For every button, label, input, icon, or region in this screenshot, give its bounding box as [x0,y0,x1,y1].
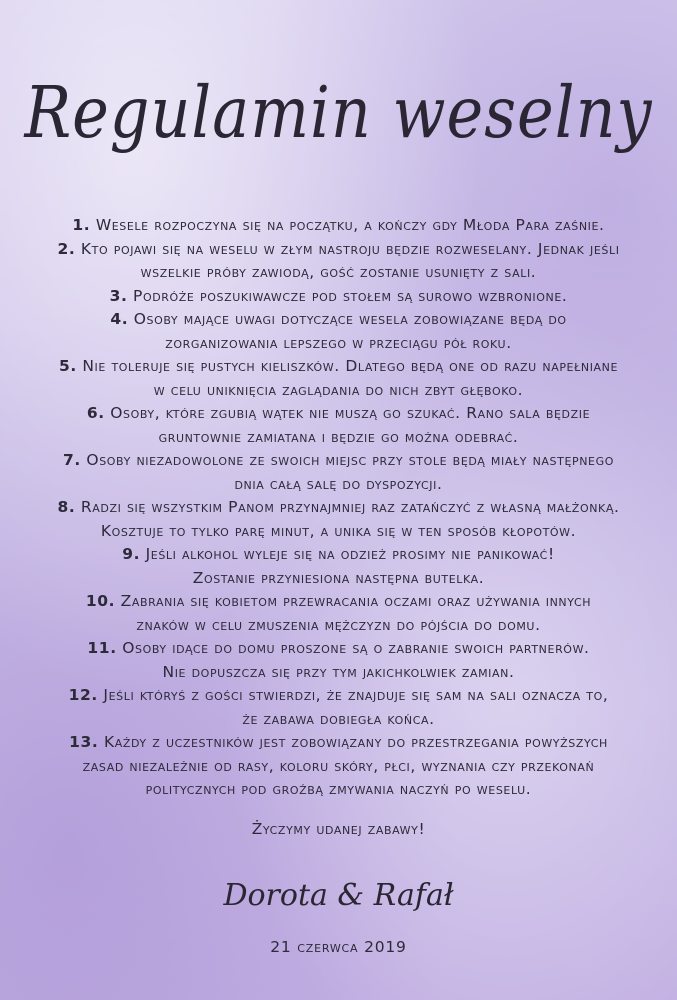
rule-line [14,543,663,567]
poster-title-text: Regulamin weselny [24,70,653,154]
rule-text: politycznych pod groźbą zmywania naczyń po weselu. [145,780,532,798]
rule-line [14,449,663,473]
rule-number: 8. [57,498,76,516]
rule-number: 1. [72,216,91,234]
rule-number: 7. [63,451,81,469]
rule-line [14,567,663,591]
rule-text: wszelkie próby zawiodą, gość zostanie usunięty z sali. [140,263,537,281]
rule-text: Osoby mające uwagi dotyczące wesela zobowiązane będą do [133,310,567,328]
rule-number: 3. [109,286,128,305]
rule-line [14,708,663,732]
rule-line [14,590,663,614]
rule-text: Zabrania się kobietom przewracania oczami oraz używania innych [120,592,592,610]
rule-text: Podróże poszukiwawcze pod stołem są surowo wzbronione. [133,286,568,305]
rule-text: dnia całą salę do dyspozycji. [234,474,443,493]
rule-text: że zabawa dobiegła końca. [242,709,435,728]
rule-text: w celu uniknięcia zaglądania do nich zbyt głęboko. [153,380,524,399]
poster-title [0,52,677,172]
rule-text: Zostanie przyniesiona następna butelka. [192,568,485,587]
rule-line [14,496,663,520]
rule-line [14,402,663,426]
rule-number: 9. [122,545,141,563]
rule-text: Każdy z uczestników jest zobowiązany do przestrzegania powyższych [103,733,608,751]
rule-text: Osoby, które zgubią wątek nie muszą go szukać. Rano sala będzie [110,404,591,422]
closing-wish: Życzymy udanej zabawy! [251,820,426,838]
rule-text: zasad niezależnie od rasy, koloru skóry, płci, wyznania czy przekonań [82,756,595,775]
rule-line [14,661,663,685]
rule-text: Kto pojawi się na weselu w złym nastroju będzie rozweselany. Jednak jeśli [80,239,620,258]
rule-line [14,614,663,638]
rule-number: 4. [110,310,129,328]
rule-line [14,473,663,497]
rule-text: Nie dopuszcza się przy tym jakichkolwiek zamian. [162,662,515,681]
rule-text: Radzi się wszystkim Panom przynajmniej raz zatańczyć z własną małżonką. [80,498,620,516]
rule-text: Osoby idące do domu proszone są o zabranie swoich partnerów. [122,639,590,657]
rule-number: 6. [86,404,105,422]
rule-line [14,261,663,285]
rule-line [14,355,663,379]
rule-number: 13. [69,733,99,751]
rule-text: Kosztuje to tylko parę minut, a unika się w ten sposób kłopotów. [100,521,577,540]
rule-line [14,778,663,802]
rule-line [14,332,663,356]
rule-text: zorganizowania lepszego w przeciągu pół roku. [165,333,512,352]
rule-line [14,520,663,544]
rule-number: 5. [58,357,77,375]
rules-list [14,214,663,802]
rule-line [14,731,663,755]
rule-number: 2. [57,239,76,258]
rule-text: gruntownie zamiatana i będzie go można odebrać. [158,427,519,446]
rule-line [14,238,663,262]
rule-text: Jeśli któryś z gości stwierdzi, że znajduje się sam na sali oznacza to, [103,686,609,704]
rule-line [14,308,663,332]
rule-line [14,285,663,309]
rule-text: Wesele rozpoczyna się na początku, a kończy gdy Młoda Para zaśnie. [95,216,605,234]
wedding-date: 21 czerwca 2019 [270,938,407,956]
rule-line [14,684,663,708]
rule-text: Osoby niezadowolone ze swoich miejsc przy stole będą miały następnego [86,451,614,469]
rule-line [14,755,663,779]
rule-text: Jeśli alkohol wyleje się na odzież prosimy nie panikować! [145,545,555,563]
rule-line [14,214,663,238]
rule-text: znaków w celu zmuszenia mężczyzn do pójścia do domu. [136,615,541,634]
rule-line [14,637,663,661]
couple-signature: Dorota & Rafał [223,878,454,913]
rule-number: 12. [68,686,98,704]
rule-line [14,379,663,403]
rule-text: Nie toleruje się pustych kieliszków. Dlatego będą one od razu napełniane [82,357,619,375]
rule-number: 11. [87,639,117,657]
rule-number: 10. [85,592,116,610]
rule-line [14,426,663,450]
